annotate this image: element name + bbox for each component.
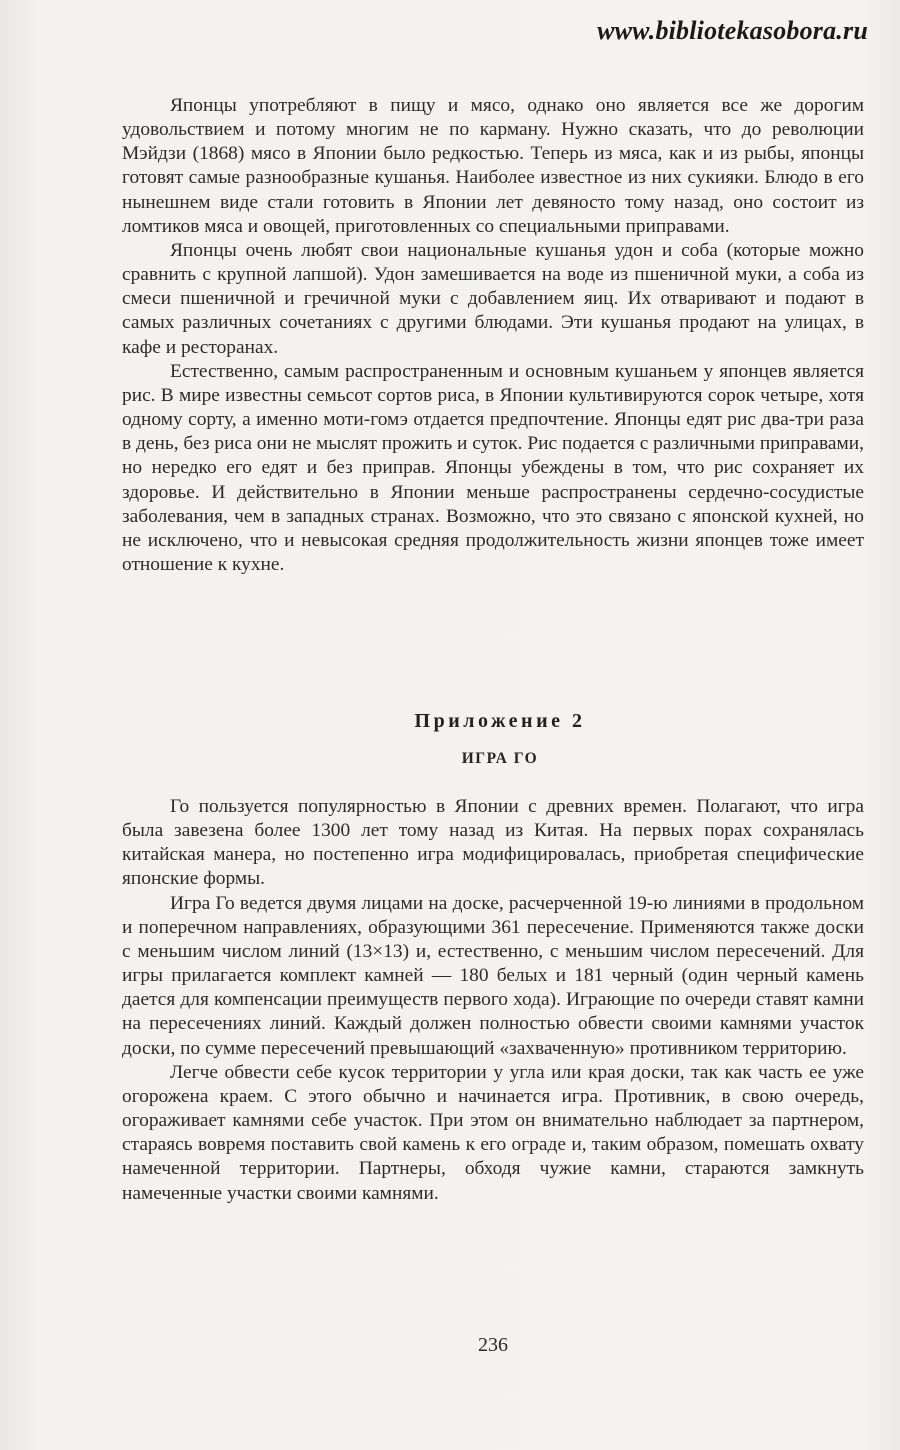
paragraph-rice: Естественно, самым распространенным и основным кушаньем у японцев является рис. В мире известны семьсот сортов риса, в Японии культивируются сорок четыре, хотя одному сорту, а именно моти-гомэ отдается предпочтение. Японцы едят рис два-три раза в день, без риса они не мыслят прожить и суток. Рис подается с различными приправами, но нередко его едят и без приправ. Японцы убеждены в том, что рис сохраняет их здоровье. И действительно в Японии меньше распространены сердечно-сосудистые заболевания, чем в западных странах. Возможно, что это связано с японской кухней, но не исключено, что и невысокая средняя продолжительность жизни японцев тоже имеет отношение к кухне. (122, 360, 864, 575)
section-heading: ИГРА ГО (461, 750, 539, 767)
go-game-section (122, 795, 864, 1206)
paragraph-meat: Японцы употребляют в пищу и мясо, однако оно является все же дорогим удовольствием и потому многим не по карману. Нужно сказать, что до революции Мэйдзи (1868) мясо в Японии было редкостью. Теперь из мяса, как и из рыбы, японцы готовят самые разнообразные кушанья. Наиболее известное из них сукияки. Блюдо в его нынешнем виде стали готовить в Японии лет девяносто тому назад, оно состоит из ломтиков мяса и овощей, приготовленных со специальными приправами. (122, 95, 864, 237)
paragraph-noodles: Японцы очень любят свои национальные кушанья удон и соба (которые можно сравнить с крупной лапшой). Удон замешивается на воде из пшеничной муки, а соба из смеси пшеничной и гречичной муки с добавлением яиц. Их отваривают и подают в самых различных сочетаниях с другими блюдами. Эти кушанья продают на улицах, в кафе и ресторанах. (122, 239, 864, 358)
paragraph-go-history: Го пользуется популярностью в Японии с древних времен. Полагают, что игра была завезена более 1300 лет тому назад из Китая. На первых порах сохранялась китайская манера, но постепенно игра модифицировалась, приобретая специфические японские формы. (122, 796, 864, 890)
paragraph-go-strategy: Легче обвести себе кусок территории у угла или края доски, так как часть ее уже огорожена краем. С этого обычно и начинается игра. Противник, в свою очередь, огораживает камнями себе участок. При этом он внимательно наблюдает за партнером, стараясь вовремя поставить свой камень к его ограде и, таким образом, помешать охвату намеченной территории. Партнеры, обходя чужие камни, стараются замкнуть намеченные участки своими камнями. (122, 1061, 864, 1204)
site-watermark: www.bibliotekasobora.ru (597, 16, 868, 45)
appendix-title: Приложение 2 (414, 710, 586, 732)
food-section (122, 94, 864, 577)
paragraph-go-rules: Игра Го ведется двумя лицами на доске, расчерченной 19-ю линиями в продольном и поперечном направлениях, образующими 361 пересечение. Применяются также доски с меньшим числом линий (13×13) и, естественно, с меньшим числом пересечений. Для игры прилагается комплект камней — 180 белых и 181 черный (один черный камень дается для компенсации преимуществ первого хода). Играющие по очереди ставят камни на пересечениях линий. Каждый должен полностью обвести своими камнями участок доски, по сумме пересечений превышающий «захваченную» противником территорию. (122, 892, 864, 1059)
page-number: 236 (478, 1334, 508, 1356)
